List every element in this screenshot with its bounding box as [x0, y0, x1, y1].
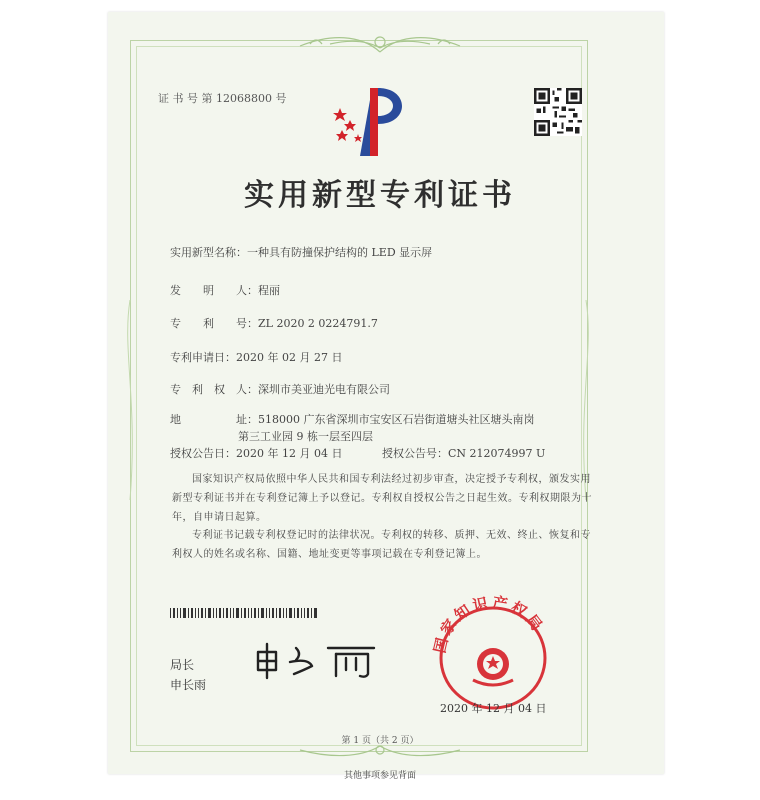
field-patentee [170, 381, 390, 397]
field-utility-model-name [170, 244, 432, 260]
field-address-line2 [238, 428, 373, 444]
svg-text:国家知识产权局: 国家知识产权局 [430, 594, 548, 655]
page-number: 第 1 页（共 2 页） [341, 736, 419, 746]
field-label: 发 明 人： [170, 284, 258, 297]
field-address [170, 411, 535, 427]
field-value: 深圳市美亚迪光电有限公司 [258, 383, 390, 396]
commissioner-title: 局长 [170, 658, 195, 672]
field-label: 实用新型名称： [170, 246, 247, 259]
field-label: 授权公告号： [382, 447, 448, 460]
field-value: ZL 2020 2 0224791.7 [258, 317, 378, 330]
field-application-date [170, 349, 342, 365]
field-label: 地 址： [170, 413, 258, 426]
field-label: 专 利 号： [170, 317, 258, 330]
field-value: 程丽 [258, 284, 280, 297]
official-seal-icon [418, 594, 568, 714]
field-label: 专利申请日： [170, 351, 236, 364]
field-label: 授权公告日： [170, 447, 236, 460]
patent-office-logo-icon [330, 80, 420, 160]
back-note: 其他事项参见背面 [343, 771, 416, 781]
grant-paragraph: 国家知识产权局依照中华人民共和国专利法经过初步审查，决定授予专利权，颁发实用新型专利证书并在专利登记簿上予以登记。专利权自授权公告之日起生效。专利权期限为十年，自申请日起算。 [172, 474, 592, 523]
legal-status-paragraph: 专利证书记载专利权登记时的法律状况。专利权的转移、质押、无效、终止、恢复和专利权人的姓名或名称、国籍、地址变更等事项记载在专利登记簿上。 [172, 530, 591, 560]
signature-icon [250, 640, 380, 680]
field-inventor [170, 282, 280, 298]
top-ornament-icon [290, 28, 470, 56]
field-value: 2020 年 12 月 04 日 [236, 447, 343, 460]
certificate-title: 实用新型专利证书 [244, 178, 516, 213]
certificate-number: 证 书 号 第 12068800 号 [158, 92, 287, 105]
barcode-icon [170, 608, 320, 618]
seal-date: 2020 年 12 月 04 日 [440, 702, 547, 715]
qr-code-icon [534, 88, 582, 136]
field-patent-number [170, 315, 378, 331]
field-announcement-date [170, 445, 342, 461]
field-value: 一种具有防撞保护结构的 LED 显示屏 [247, 246, 433, 259]
field-announcement-number [382, 445, 545, 461]
field-value: 518000 广东省深圳市宝安区石岩街道塘头社区塘头南岗 [258, 413, 535, 426]
field-value: CN 212074997 U [448, 447, 546, 460]
commissioner-name: 申长雨 [170, 678, 207, 692]
field-value: 第三工业园 9 栋一层至四层 [238, 430, 373, 443]
left-ornament-icon [122, 300, 138, 500]
field-label: 专 利 权 人： [170, 383, 258, 396]
field-value: 2020 年 02 月 27 日 [236, 351, 343, 364]
